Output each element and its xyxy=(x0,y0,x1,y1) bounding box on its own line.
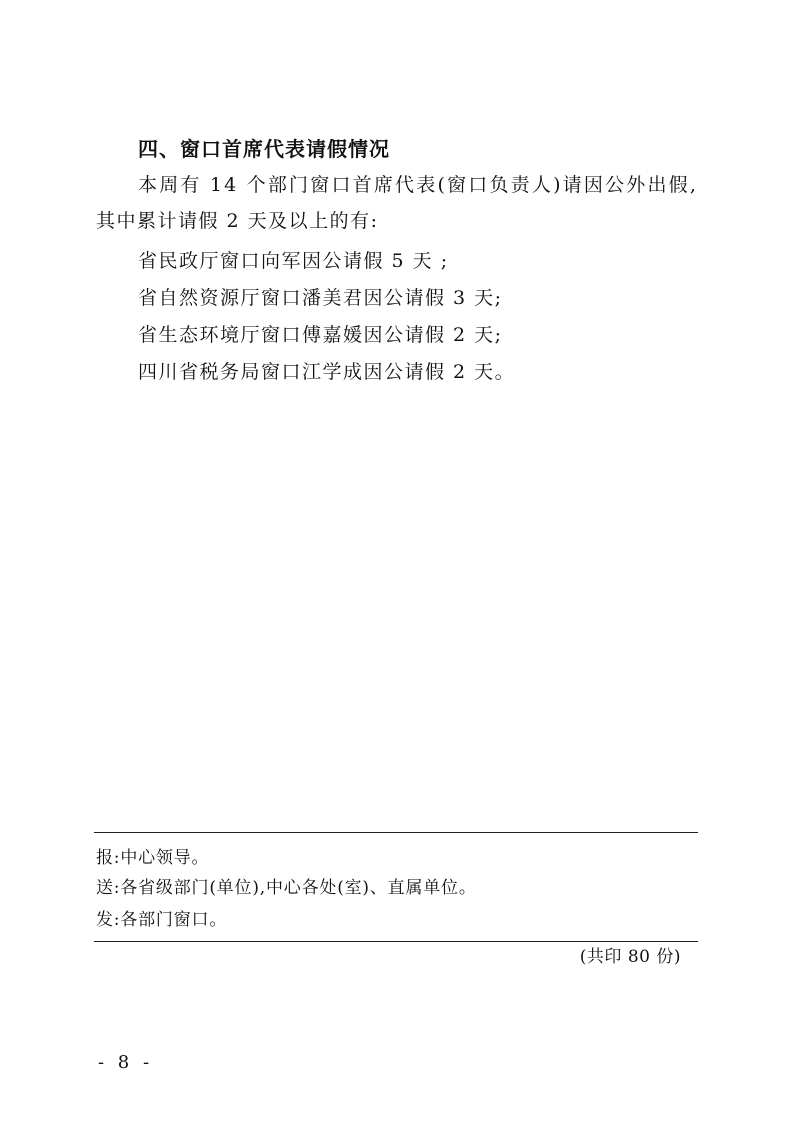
leave-entry: 省民政厅窗口向军因公请假 5 天 ; xyxy=(138,250,449,272)
distribution-bottom-rule xyxy=(94,941,698,942)
distribution-top-rule xyxy=(94,832,698,833)
leave-entry: 省生态环境厅窗口傅嘉媛因公请假 2 天; xyxy=(138,324,503,346)
page-number: - 8 - xyxy=(98,1052,154,1073)
leave-entry: 四川省税务局窗口江学成因公请假 2 天。 xyxy=(138,361,516,383)
paragraph-intro: 本周有 14 个部门窗口首席代表(窗口负责人)请因公外出假, xyxy=(138,174,699,196)
print-count: (共印 80 份) xyxy=(579,947,681,967)
distribution-send-to: 送:各省级部门(单位),中心各处(室)、直属单位。 xyxy=(96,878,477,898)
distribution-issue-to: 发:各部门窗口。 xyxy=(96,910,228,930)
section-heading: 四、窗口首席代表请假情况 xyxy=(138,137,390,161)
paragraph-intro-continued: 其中累计请假 2 天及以上的有: xyxy=(96,210,379,232)
distribution-report-to: 报:中心领导。 xyxy=(96,848,210,868)
leave-entry: 省自然资源厅窗口潘美君因公请假 3 天; xyxy=(138,287,503,309)
